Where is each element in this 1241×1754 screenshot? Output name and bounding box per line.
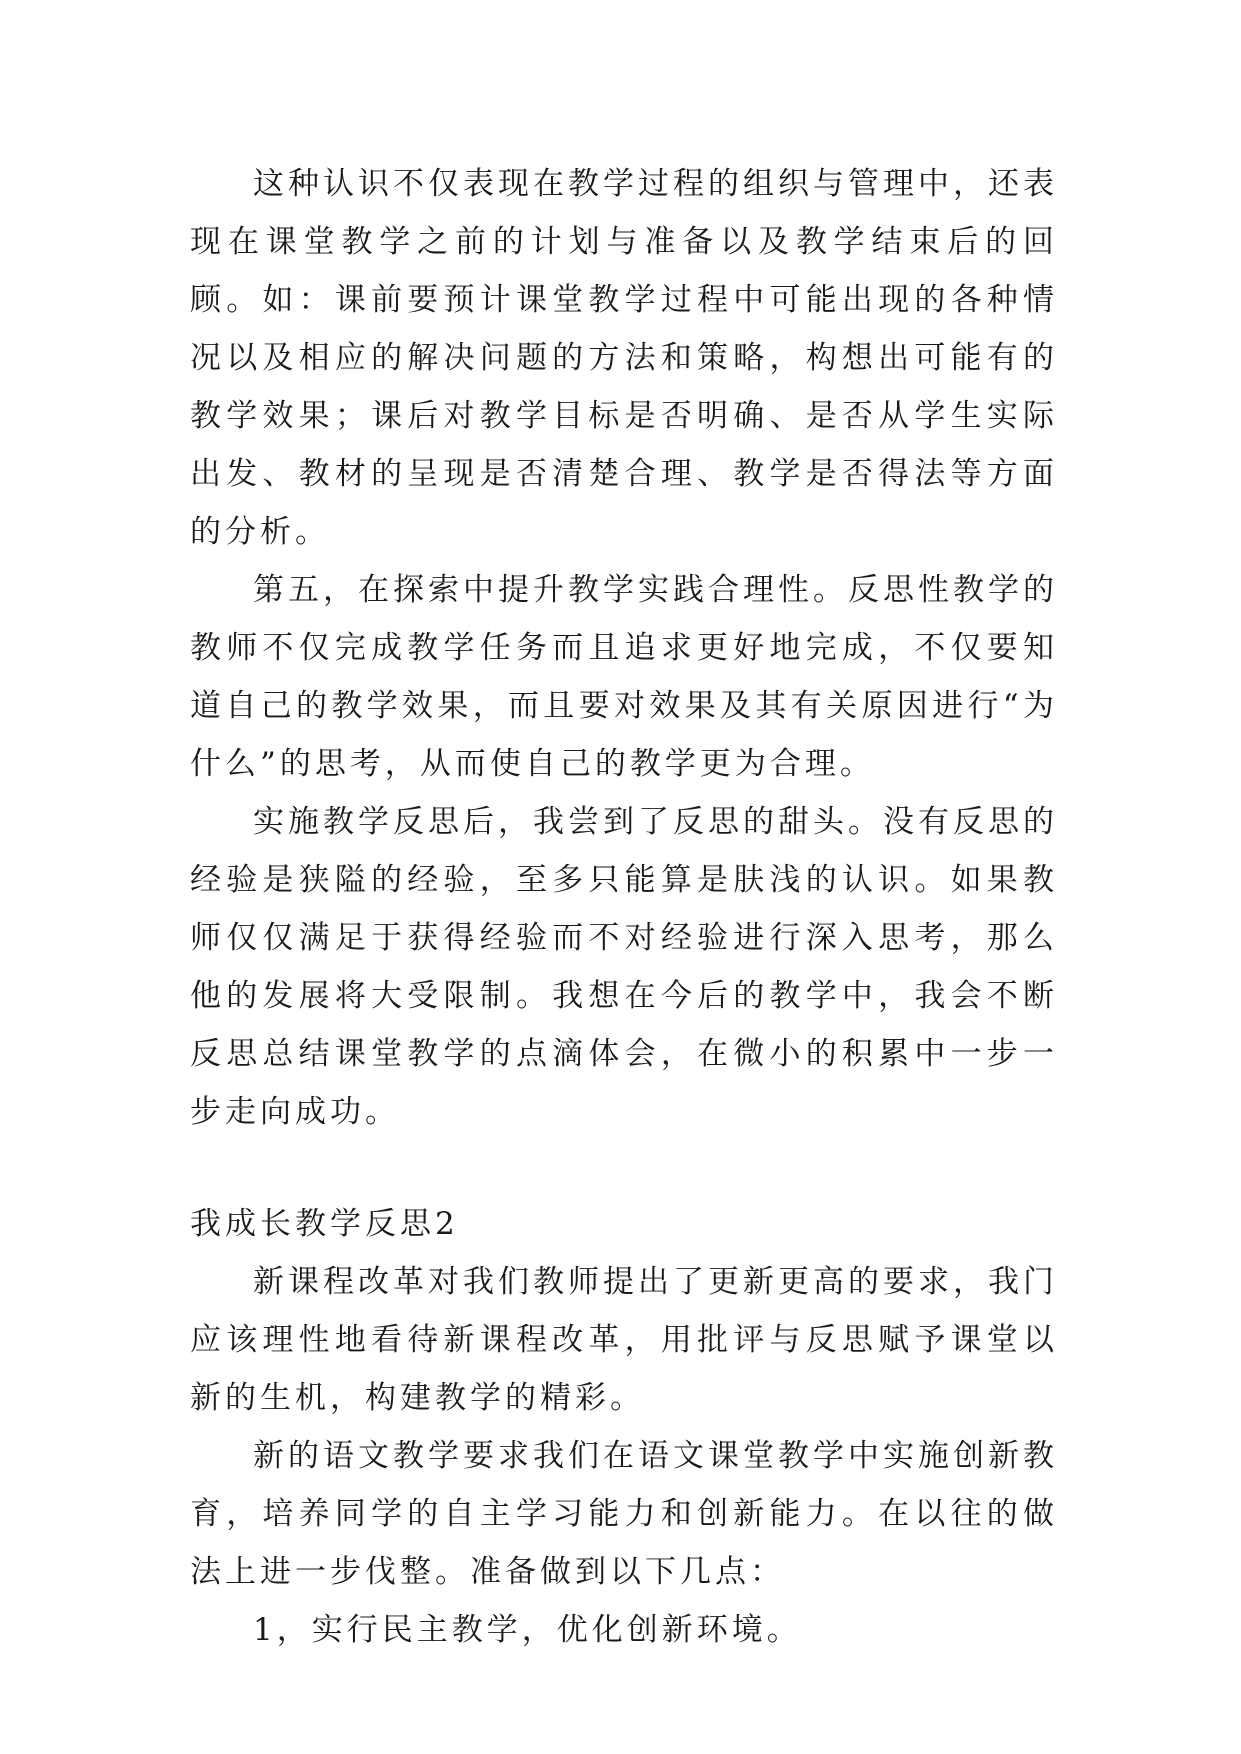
section-heading: 我成长教学反思2	[190, 1206, 459, 1242]
document-page	[190, 155, 1058, 1659]
paragraph-curriculum-reform: 新课程改革对我们教师提出了更新更高的要求，我门应该理性地看待新课程改革，用批评与反思赋予课堂以新的生机，构建教学的精彩。	[190, 1264, 1058, 1416]
paragraph-point-one: 1，实行民主教学，优化创新环境。	[253, 1612, 802, 1648]
paragraph-reflection-process: 这种认识不仅表现在教学过程的组织与管理中，还表现在课堂教学之前的计划与准备以及教学结束后的回顾。如：课前要预计课堂教学过程中可能出现的各种情况以及相应的解决问题的方法和策略，构想出可能有的教学效果；课后对教学目标是否明确、是否从学生实际出发、教材的呈现是否清楚合理、教学是否得法等方面的分析。	[190, 166, 1058, 550]
paragraph-chinese-teaching: 新的语文教学要求我们在语文课堂教学中实施创新教育，培养同学的自主学习能力和创新能力。在以往的做法上进一步伐整。准备做到以下几点：	[190, 1438, 1058, 1590]
paragraph-reflection-benefit: 实施教学反思后，我尝到了反思的甜头。没有反思的经验是狭隘的经验，至多只能算是肤浅的认识。如果教师仅仅满足于获得经验而不对经验进行深入思考，那么他的发展将大受限制。我想在今后的教学中，我会不断反思总结课堂教学的点滴体会，在微小的积累中一步一步走向成功。	[190, 804, 1058, 1130]
paragraph-fifth-point: 第五，在探索中提升教学实践合理性。反思性教学的教师不仅完成教学任务而且追求更好地完成，不仅要知道自己的教学效果，而且要对效果及其有关原因进行“为什么”的思考，从而使自己的教学更为合理。	[190, 572, 1058, 782]
